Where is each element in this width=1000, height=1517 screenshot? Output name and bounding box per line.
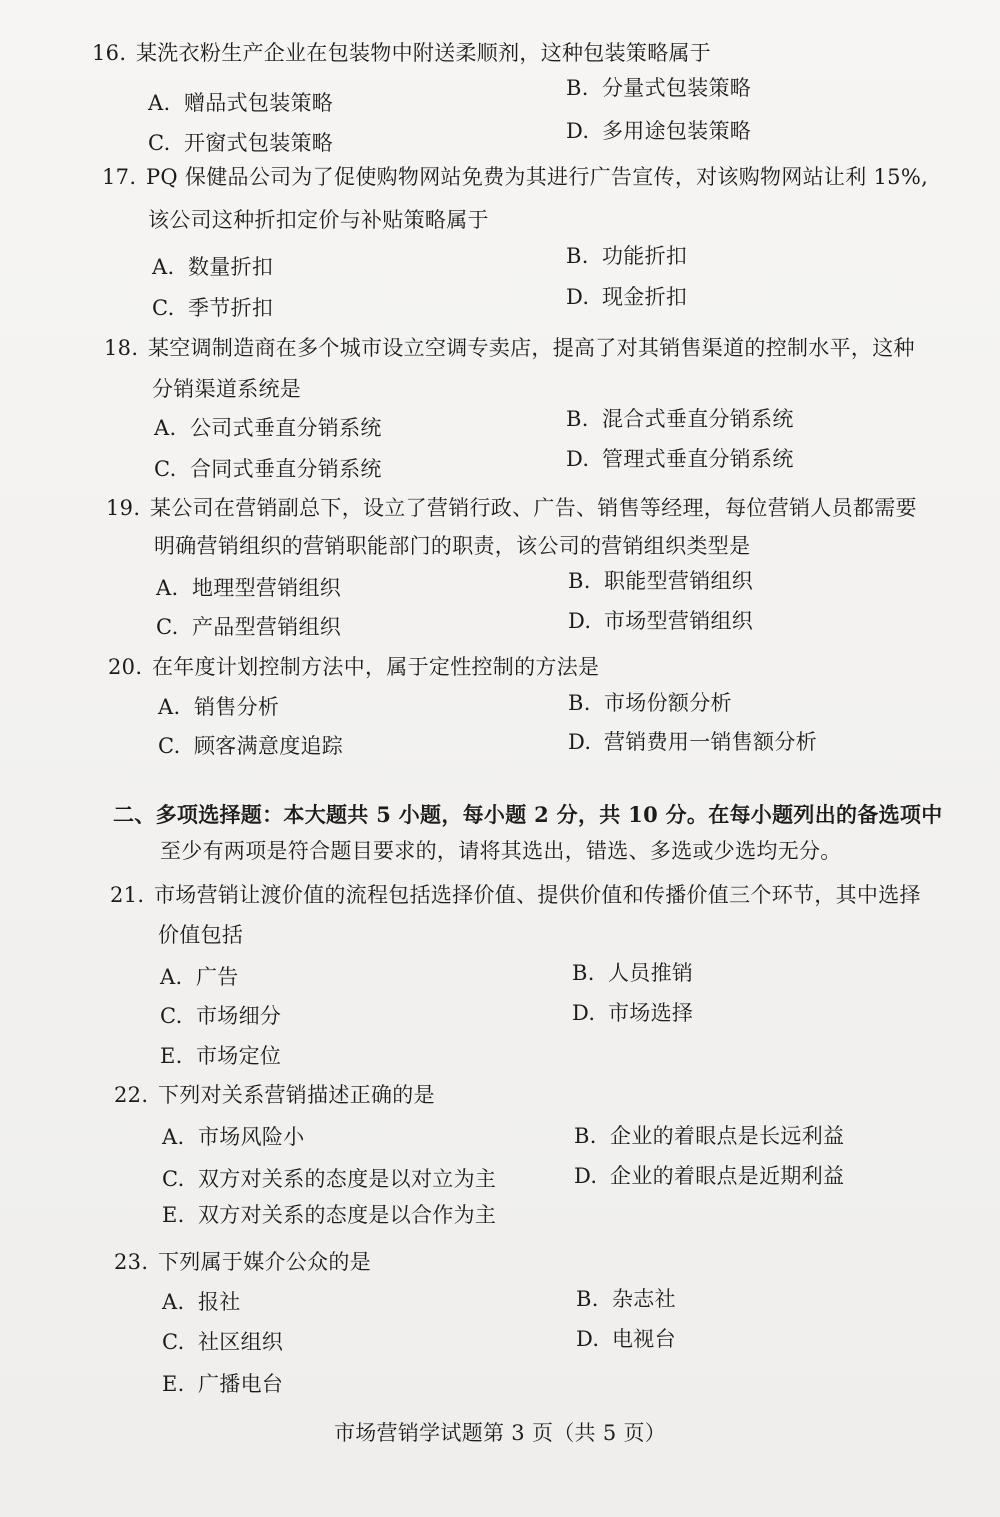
option-letter: C. — [156, 615, 179, 639]
option-b — [566, 73, 751, 103]
option-text: 企业的着眼点是长远利益 — [610, 1124, 845, 1148]
option-letter: D. — [566, 119, 590, 143]
option-letter: C. — [162, 1330, 185, 1354]
question-stem-text: 下列属于媒介公众的是 — [158, 1250, 371, 1274]
option-text: 双方对关系的态度是以对立为主 — [198, 1167, 497, 1191]
option-text: 报社 — [198, 1290, 241, 1314]
option-text: 双方对关系的态度是以合作为主 — [198, 1203, 497, 1227]
option-letter: B. — [572, 961, 595, 985]
option-e — [162, 1369, 283, 1399]
option-text: 混合式垂直分销系统 — [602, 407, 794, 431]
section-heading-line: 二、多项选择题：本大题共 5 小题，每小题 2 分，共 10 分。在每小题列出的备选项中 — [113, 802, 943, 827]
question-stem-text: 某公司在营销副总下，设立了营销行政、广告、销售等经理，每位营销人员都需要 — [150, 496, 917, 520]
option-text: 市场细分 — [196, 1004, 282, 1028]
option-letter: B. — [566, 76, 589, 100]
option-text: 赠品式包装策略 — [184, 91, 334, 115]
option-letter: A. — [162, 1290, 185, 1314]
option-letter: B. — [576, 1287, 599, 1311]
option-d — [566, 116, 751, 146]
option-c — [148, 128, 333, 158]
option-e — [162, 1200, 496, 1230]
option-text: 广播电台 — [198, 1372, 284, 1396]
option-a — [158, 692, 279, 722]
question-stem-line — [104, 333, 915, 363]
page-footer: 市场营销学试题第 3 页（共 5 页） — [333, 1421, 667, 1445]
question-number: 23. — [114, 1250, 149, 1274]
option-text: 多用途包装策略 — [602, 119, 752, 143]
option-text: 市场型营销组织 — [604, 609, 754, 633]
option-b — [568, 566, 753, 596]
option-letter: C. — [162, 1167, 185, 1191]
option-c — [154, 454, 382, 484]
option-letter: E. — [162, 1372, 185, 1396]
question-number: 18. — [104, 336, 139, 360]
option-text: 人员推销 — [608, 961, 694, 985]
option-letter: C. — [160, 1004, 183, 1028]
option-letter: C. — [154, 457, 177, 481]
option-c — [162, 1164, 496, 1194]
option-letter: C. — [148, 131, 171, 155]
question-stem-line — [102, 162, 928, 192]
option-a — [162, 1287, 241, 1317]
option-text: 销售分析 — [194, 695, 280, 719]
question-stem-text: 市场营销让渡价值的流程包括选择价值、提供价值和传播价值三个环节，其中选择 — [154, 883, 921, 907]
option-letter: D. — [566, 285, 590, 309]
option-text: 企业的着眼点是近期利益 — [610, 1164, 845, 1188]
option-text: 开窗式包装策略 — [184, 131, 334, 155]
question-stem-text: 分销渠道系统是 — [152, 377, 302, 401]
option-text: 营销费用一销售额分析 — [604, 730, 817, 754]
option-e — [160, 1041, 281, 1071]
option-letter: B. — [568, 569, 591, 593]
question-stem-text: 某空调制造商在多个城市设立空调专卖店，提高了对其销售渠道的控制水平，这种 — [148, 336, 915, 360]
question-stem-line — [154, 531, 750, 561]
option-text: 地理型营销组织 — [192, 576, 342, 600]
option-a — [154, 413, 382, 443]
option-letter: C. — [152, 296, 175, 320]
option-text: 公司式垂直分销系统 — [190, 416, 382, 440]
option-text: 季节折扣 — [188, 296, 274, 320]
option-a — [148, 88, 333, 118]
option-text: 现金折扣 — [602, 285, 688, 309]
question-stem-line — [106, 493, 917, 523]
question-number: 16. — [92, 41, 127, 65]
option-letter: D. — [574, 1164, 598, 1188]
section-instructions-line: 至少有两项是符合题目要求的，请将其选出，错选、多选或少选均无分。 — [160, 839, 842, 863]
question-stem-text: 价值包括 — [158, 923, 244, 947]
option-text: 顾客满意度追踪 — [194, 734, 344, 758]
option-d — [566, 444, 794, 474]
question-stem-line — [110, 880, 921, 910]
option-letter: A. — [158, 695, 181, 719]
option-text: 产品型营销组织 — [192, 615, 342, 639]
option-text: 管理式垂直分销系统 — [602, 447, 794, 471]
question-number: 19. — [106, 496, 141, 520]
question-stem-line — [108, 652, 599, 682]
option-letter: D. — [566, 447, 590, 471]
question-stem-line — [114, 1247, 371, 1277]
option-letter: A. — [154, 416, 177, 440]
option-c — [156, 612, 341, 642]
option-text: 数量折扣 — [188, 255, 274, 279]
option-a — [162, 1122, 305, 1152]
option-text: 市场份额分析 — [604, 691, 732, 715]
question-stem-text: PQ 保健品公司为了促使购物网站免费为其进行广告宣传，对该购物网站让利 15%, — [146, 165, 929, 189]
option-a — [156, 573, 341, 603]
option-text: 市场定位 — [196, 1044, 282, 1068]
option-letter: A. — [160, 965, 183, 989]
question-stem-text: 该公司这种折扣定价与补贴策略属于 — [148, 208, 489, 232]
option-d — [574, 1161, 844, 1191]
option-b — [566, 404, 794, 434]
option-text: 分量式包装策略 — [602, 76, 752, 100]
question-stem-line — [148, 205, 489, 235]
option-text: 功能折扣 — [602, 244, 688, 268]
option-text: 合同式垂直分销系统 — [190, 457, 382, 481]
option-a — [152, 252, 273, 282]
option-text: 市场选择 — [608, 1001, 694, 1025]
option-letter: A. — [148, 91, 171, 115]
question-stem-text: 明确营销组织的营销职能部门的职责，该公司的营销组织类型是 — [154, 534, 751, 558]
question-stem-text: 下列对关系营销描述正确的是 — [158, 1083, 435, 1107]
option-c — [160, 1001, 281, 1031]
option-letter: A. — [152, 255, 175, 279]
option-text: 市场风险小 — [198, 1125, 305, 1149]
question-stem-text: 在年度计划控制方法中，属于定性控制的方法是 — [152, 655, 600, 679]
option-letter: B. — [566, 407, 589, 431]
question-number: 22. — [114, 1083, 149, 1107]
option-letter: B. — [568, 691, 591, 715]
question-number: 21. — [110, 883, 145, 907]
option-a — [160, 962, 239, 992]
option-letter: A. — [162, 1125, 185, 1149]
option-letter: D. — [568, 730, 592, 754]
option-c — [152, 293, 273, 323]
option-letter: D. — [576, 1327, 600, 1351]
option-b — [576, 1284, 676, 1314]
question-stem-line — [152, 374, 301, 404]
question-stem-line — [114, 1080, 435, 1110]
option-d — [568, 727, 817, 757]
option-text: 职能型营销组织 — [604, 569, 754, 593]
option-d — [568, 606, 753, 636]
option-letter: D. — [572, 1001, 596, 1025]
option-letter: E. — [162, 1203, 185, 1227]
option-d — [566, 282, 687, 312]
question-number: 17. — [102, 165, 137, 189]
option-letter: B. — [566, 244, 589, 268]
option-letter: C. — [158, 734, 181, 758]
option-letter: A. — [156, 576, 179, 600]
option-c — [158, 731, 343, 761]
option-b — [566, 241, 687, 271]
question-stem-line — [158, 920, 243, 950]
option-d — [576, 1324, 676, 1354]
question-stem-line — [92, 38, 711, 68]
option-letter: E. — [160, 1044, 183, 1068]
option-text: 电视台 — [612, 1327, 676, 1351]
option-text: 广告 — [196, 965, 239, 989]
option-letter: B. — [574, 1124, 597, 1148]
option-b — [568, 688, 732, 718]
option-letter: D. — [568, 609, 592, 633]
question-stem-text: 某洗衣粉生产企业在包装物中附送柔顺剂，这种包装策略属于 — [136, 41, 712, 65]
question-number: 20. — [108, 655, 143, 679]
option-c — [162, 1327, 283, 1357]
option-b — [574, 1121, 844, 1151]
option-b — [572, 958, 693, 988]
option-d — [572, 998, 693, 1028]
option-text: 杂志社 — [612, 1287, 676, 1311]
option-text: 社区组织 — [198, 1330, 284, 1354]
